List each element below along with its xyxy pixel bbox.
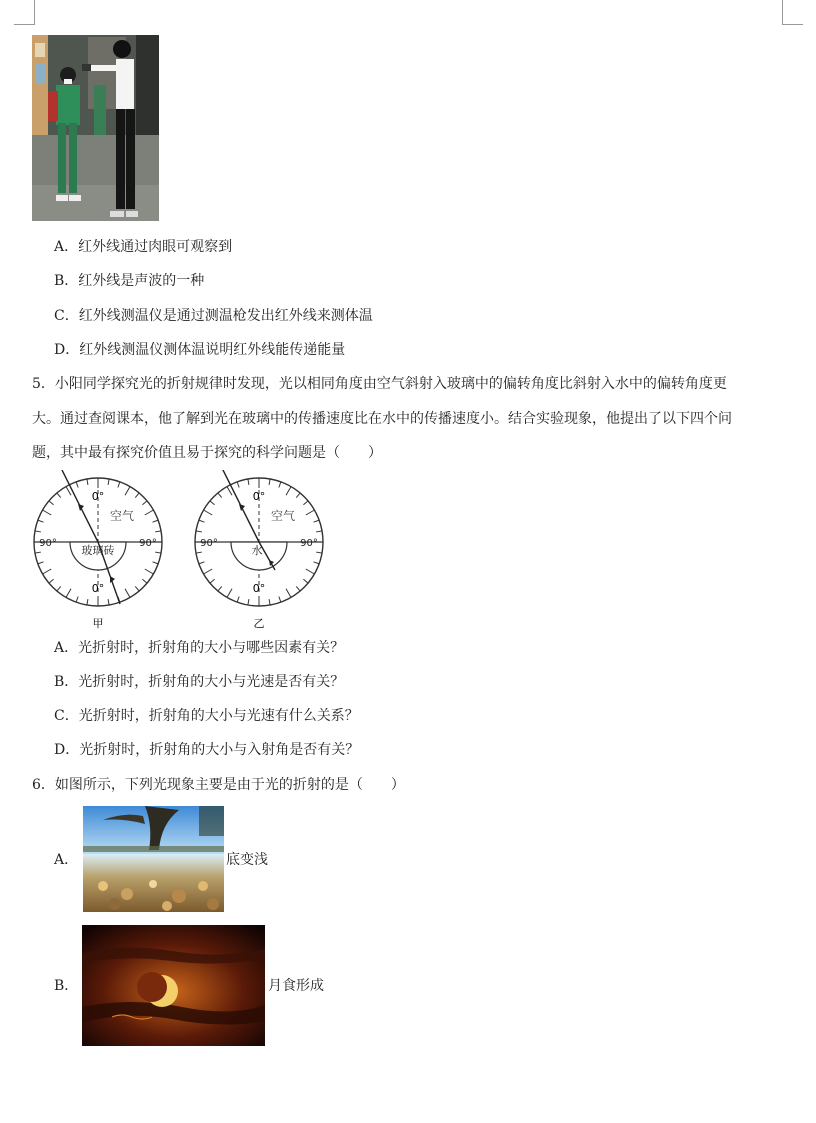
- option-letter: B．: [54, 674, 79, 690]
- dial-tick: [153, 520, 159, 522]
- option-text: 光折射时，折射角的大小与光速有什么关系？: [78, 708, 359, 724]
- dial-tick: [218, 493, 222, 498]
- q5-option-d: [54, 740, 359, 760]
- option-letter: D．: [54, 342, 80, 358]
- dial-tick: [43, 569, 52, 574]
- option-text: 光折射时，折射角的大小与入射角是否有关？: [79, 742, 360, 758]
- dial-tick: [210, 501, 215, 505]
- ray-arrow: [78, 504, 84, 511]
- dial-tick: [237, 482, 239, 488]
- dial-tick: [314, 562, 320, 564]
- dial-tick: [248, 599, 249, 605]
- option-text: 红外线是声波的一种: [78, 273, 205, 289]
- dial-tick: [49, 579, 54, 583]
- option-letter: A．: [54, 640, 79, 656]
- dial-tick: [279, 482, 281, 488]
- glass-label: 玻璃砖: [81, 544, 115, 557]
- dial-tick: [279, 597, 281, 603]
- dial-tick: [286, 589, 291, 598]
- dial-tick: [155, 552, 161, 553]
- option-letter: A．: [54, 239, 79, 255]
- q5-option-a: [54, 638, 344, 658]
- top-angle-label: 0°: [91, 490, 105, 503]
- option-text: 红外线测温仪测体温说明红外线能传递能量: [79, 342, 346, 358]
- dial-tick: [76, 597, 78, 603]
- dial-tick: [66, 589, 71, 598]
- dial-tick: [303, 579, 308, 583]
- left-angle-label: 90°: [39, 538, 57, 549]
- q4-option-a: [54, 237, 232, 257]
- dial-tick: [199, 562, 205, 564]
- dial-tick: [87, 599, 88, 605]
- dial-tick: [87, 479, 88, 485]
- option-text: 红外线测温仪是通过测温枪发出红外线来测体温: [78, 308, 373, 324]
- water-label: 水: [251, 544, 263, 557]
- refraction-dial-glass: [34, 470, 162, 606]
- dial-tick: [204, 510, 213, 515]
- q5-stem-line-2: 大。通过查阅课本，他了解到光在玻璃中的传播速度比在水中的传播速度小。结合实验现象，他提出了以下四个问: [32, 411, 732, 427]
- q5-stem-line-3: 题，其中最有探究价值且易于探究的科学问题是（ ）: [32, 445, 382, 461]
- option-letter: B．: [54, 273, 79, 289]
- option-text: 红外线通过肉眼可观察到: [78, 239, 233, 255]
- q5-option-c: [54, 706, 359, 726]
- dial-tick: [108, 479, 109, 485]
- refraction-figures: [30, 470, 330, 632]
- dial-tick: [49, 501, 54, 505]
- right-angle-label: 90°: [139, 538, 157, 549]
- temperature-check-photo: [32, 35, 159, 221]
- pool-bottom-photo: [83, 806, 224, 912]
- ray-arrow: [239, 504, 245, 511]
- q4-option-c: [54, 306, 373, 326]
- q6-option-a-letter: A．: [54, 852, 79, 868]
- dial-tick: [306, 569, 315, 574]
- bottom-angle-label: 0°: [91, 582, 105, 595]
- dial-tick: [125, 589, 130, 598]
- dial-tick: [248, 479, 249, 485]
- dial-tick: [76, 482, 78, 488]
- refraction-dial-water: [195, 470, 323, 606]
- dial-tick: [145, 569, 154, 574]
- dial-tick: [125, 487, 130, 496]
- dial-tick: [135, 586, 139, 591]
- q4-option-b: [54, 271, 204, 291]
- dial-tick: [142, 579, 147, 583]
- dial-tick: [227, 589, 232, 598]
- crop-mark-top-left: [14, 0, 35, 25]
- q4-option-d: [54, 340, 345, 360]
- dial-tick: [57, 493, 61, 498]
- dial-tick: [38, 562, 44, 564]
- dial-tick: [196, 531, 202, 532]
- air-label: 空气: [270, 509, 296, 523]
- dial-tick: [204, 569, 213, 574]
- q6-stem: 6．如图所示，下列光现象主要是由于光的折射的是（ ）: [32, 777, 405, 793]
- dial-tick: [296, 493, 300, 498]
- air-label: 空气: [109, 509, 135, 523]
- crop-mark-top-right: [782, 0, 803, 25]
- q6-option-a-text: 底变浅: [226, 852, 268, 868]
- dial-tick: [142, 501, 147, 505]
- dial-tick: [237, 597, 239, 603]
- option-letter: C．: [54, 708, 79, 724]
- option-text: 光折射时，折射角的大小与哪些因素有关？: [78, 640, 345, 656]
- dial-tick: [38, 520, 44, 522]
- left-angle-label: 90°: [200, 538, 218, 549]
- figure-caption-jia: 甲: [92, 617, 104, 630]
- lunar-eclipse-photo: [82, 925, 265, 1046]
- dial-tick: [199, 520, 205, 522]
- dial-tick: [108, 599, 109, 605]
- dial-tick: [269, 599, 270, 605]
- dial-tick: [43, 510, 52, 515]
- dial-tick: [314, 520, 320, 522]
- dial-tick: [118, 482, 120, 488]
- dial-tick: [303, 501, 308, 505]
- bottom-angle-label: 0°: [252, 582, 266, 595]
- dial-tick: [286, 487, 291, 496]
- dial-tick: [196, 552, 202, 553]
- right-angle-label: 90°: [300, 538, 318, 549]
- q6-option-b-text: 月食形成: [268, 978, 324, 994]
- dial-tick: [35, 552, 41, 553]
- option-text: 光折射时，折射角的大小与光速是否有关？: [78, 674, 345, 690]
- dial-tick: [269, 479, 270, 485]
- dial-tick: [218, 586, 222, 591]
- option-letter: D．: [54, 742, 80, 758]
- dial-tick: [145, 510, 154, 515]
- q5-stem-line-1: 5．小阳同学探究光的折射规律时发现，光以相同角度由空气斜射入玻璃中的偏转角度比斜射入水中的偏转角度更: [32, 376, 727, 392]
- q5-option-b: [54, 672, 344, 692]
- dial-tick: [57, 586, 61, 591]
- q6-option-b-letter: B．: [54, 978, 79, 994]
- dial-tick: [155, 531, 161, 532]
- dial-tick: [316, 531, 322, 532]
- dial-tick: [153, 562, 159, 564]
- dial-tick: [306, 510, 315, 515]
- dial-tick: [135, 493, 139, 498]
- dial-tick: [316, 552, 322, 553]
- dial-tick: [210, 579, 215, 583]
- top-angle-label: 0°: [252, 490, 266, 503]
- option-letter: C．: [54, 308, 79, 324]
- dial-tick: [35, 531, 41, 532]
- dial-tick: [296, 586, 300, 591]
- figure-caption-yi: 乙: [253, 617, 265, 630]
